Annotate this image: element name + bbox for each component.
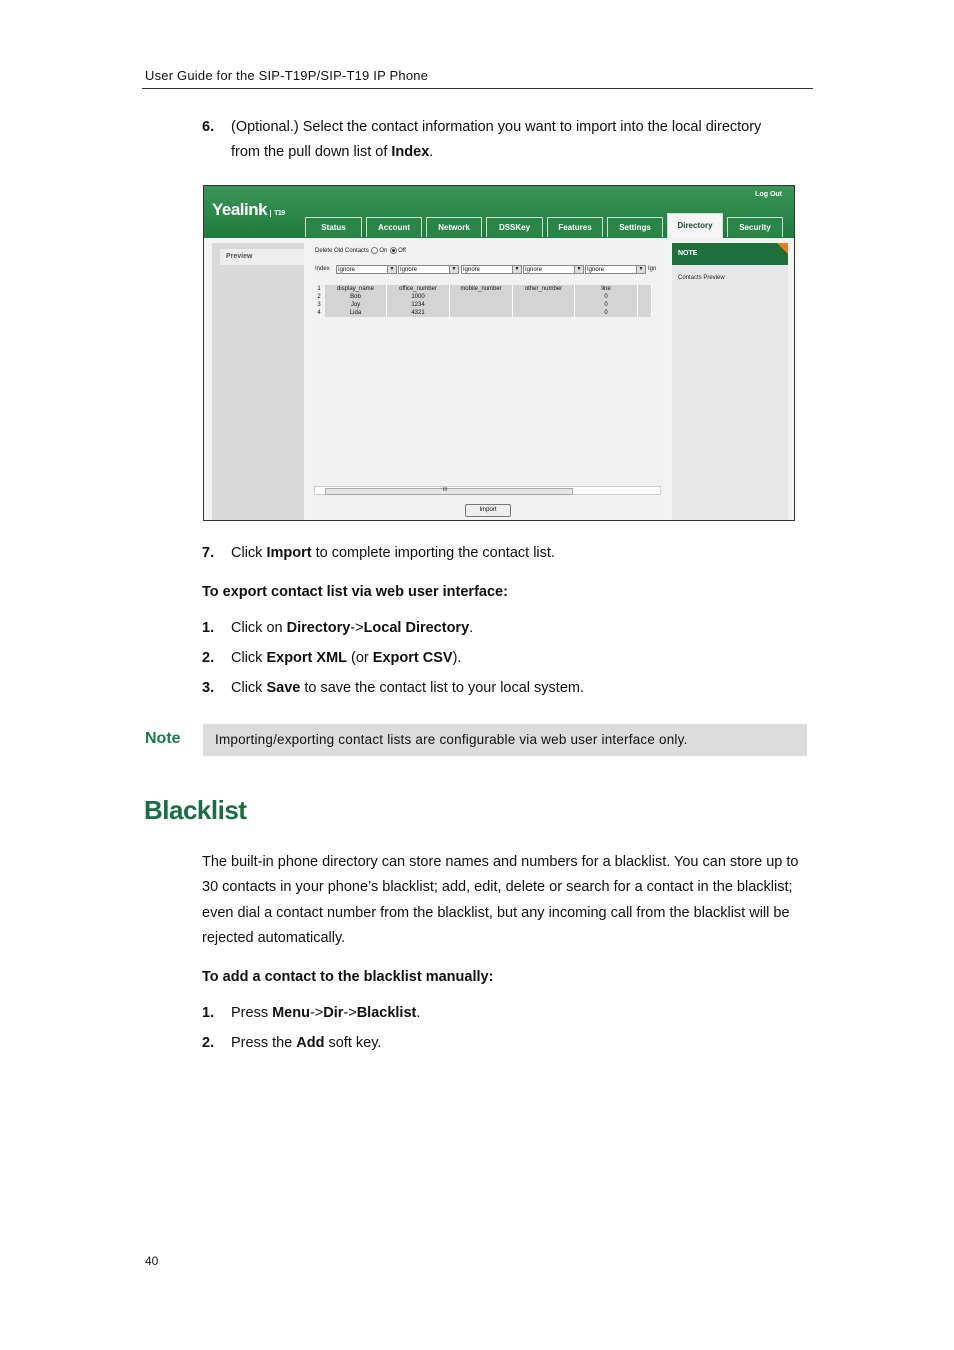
tab-settings[interactable]: Settings	[607, 217, 663, 237]
step-text: (Optional.) Select the contact information you want to import into the local directory	[231, 119, 762, 135]
blacklist-heading: To add a contact to the blacklist manually:	[202, 969, 494, 985]
section-title: Blacklist	[144, 795, 247, 825]
import-button[interactable]: Import	[465, 504, 511, 517]
yealink-logo: Yealink T19	[212, 200, 285, 219]
step-7: 7. Click Import to complete importing the contact list.	[202, 545, 555, 561]
index-select-2[interactable]: Ignore ▼	[398, 265, 459, 274]
tab-dsskey[interactable]: DSSKey	[486, 217, 543, 237]
tab-security[interactable]: Security	[727, 217, 783, 237]
step-6	[202, 115, 822, 165]
scrollbar-thumb[interactable]	[325, 488, 573, 495]
web-ui-screenshot	[203, 185, 795, 521]
note-box	[203, 724, 807, 756]
note-panel	[672, 243, 788, 521]
index-select-6: Ign	[648, 266, 657, 272]
index-select-4[interactable]: Ignore ▼	[523, 265, 584, 274]
tab-features[interactable]: Features	[547, 217, 603, 237]
radio-on[interactable]	[371, 247, 378, 254]
delete-old-contacts: Delete Old Contacts On Off	[315, 248, 406, 255]
logout-link[interactable]: Log Out	[755, 191, 782, 198]
export-heading: To export contact list via web user interface:	[202, 584, 508, 600]
note-title: NOTE	[672, 243, 788, 265]
tab-network[interactable]: Network	[426, 217, 482, 237]
page-number: 40	[145, 1254, 159, 1268]
tab-account[interactable]: Account	[366, 217, 422, 237]
sidebar-item-preview[interactable]: Preview	[220, 249, 304, 265]
step-number: 6.	[202, 119, 215, 135]
step-text-line2: from the pull down list of Index.	[231, 144, 434, 160]
blacklist-paragraph: The built-in phone directory can store names and numbers for a blacklist. You can store up to 30 contacts in your phone’s blacklist; add, edit, delete or search for a contact in the blacklist; even dial a contact number from the blacklist, but any incoming call from the blacklist will be rejected automatically.	[202, 854, 799, 947]
left-sidebar	[212, 243, 304, 521]
blacklist-step-1: 1. Press Menu->Dir->Blacklist.	[202, 1005, 421, 1021]
index-label: Index	[315, 266, 330, 272]
horizontal-scrollbar[interactable]: III	[314, 486, 661, 495]
index-select-3[interactable]: Ignore ▼	[461, 265, 522, 274]
note-text: Importing/exporting contact lists are configurable via web user interface only.	[215, 732, 688, 747]
tab-directory[interactable]: Directory	[667, 213, 723, 238]
note-text: Contacts Preview	[678, 275, 725, 281]
blacklist-step-2: 2. Press the Add soft key.	[202, 1035, 382, 1051]
export-step-1: 1. Click on Directory->Local Directory.	[202, 620, 474, 636]
radio-off[interactable]	[390, 247, 397, 254]
index-select-1[interactable]: Ignore ▼	[336, 265, 397, 274]
note-corner-icon	[777, 243, 788, 254]
tab-status[interactable]: Status	[305, 217, 362, 237]
export-step-3: 3. Click Save to save the contact list to your local system.	[202, 680, 585, 696]
header-rule	[142, 88, 813, 89]
note-label: Note	[145, 730, 181, 747]
export-step-2: 2. Click Export XML (or Export CSV).	[202, 650, 462, 666]
preview-table: 1 display_name office_number mobile_number other_number line 2 Bob 1000 0 3 Joy 1234 0 4 Lida 4321 0	[314, 285, 664, 325]
running-header: User Guide for the SIP-T19P/SIP-T19 IP Phone	[145, 68, 429, 83]
index-select-5[interactable]: Ignore ▼	[585, 265, 646, 274]
